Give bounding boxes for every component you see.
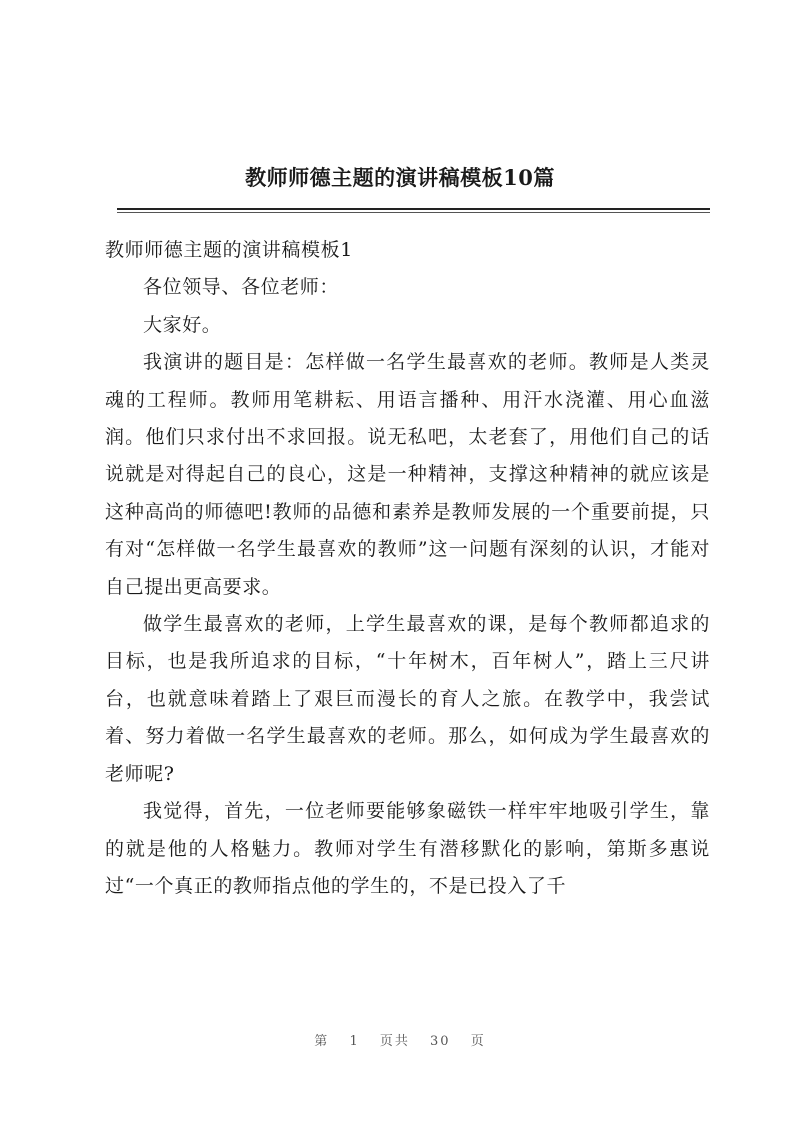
footer-total-pages: 30 [430,1034,451,1049]
page-footer [0,1030,800,1049]
section-heading: 教师师德主题的演讲稿模板1 [105,239,353,261]
paragraph-2: 做学生最喜欢的老师，上学生最喜欢的课，是每个教师都追求的目标，也是我所追求的目标，“十年树木，百年树人”，踏上三尺讲台，也就意味着踏上了艰巨而漫长的育人之旅。在教学中，我尝试着、努力着做一名学生最喜欢的老师。那么，如何成为学生最喜欢的老师呢? [105,613,710,785]
title-divider-thin [117,212,710,213]
paragraph-1: 我演讲的题目是：怎样做一名学生最喜欢的老师。教师是人类灵魂的工程师。教师用笔耕耘、用语言播种、用汗水浇灌、用心血滋润。他们只求付出不求回报。说无私吧，太老套了，用他们自己的话说就是对得起自己的良心，这是一种精神，支撑这种精神的就应该是这种高尚的师德吧!教师的品德和素养是教师发展的一个重要前提，只有对“怎样做一名学生最喜欢的教师”这一问题有深刻的认识，才能对自己提出更高要求。 [105,351,710,598]
salutation: 各位领导、各位老师： [143,276,340,299]
footer-prefix: 第 [314,1034,330,1049]
document-title: 教师师德主题的演讲稿模板10篇 [245,165,555,190]
paragraph-3: 我觉得，首先，一位老师要能够象磁铁一样牢牢地吸引学生，靠的就是他的人格魅力。教师对学生有潜移默化的影响，第斯多惠说过“一个真正的教师指点他的学生的，不是已投入了千 [105,800,710,897]
title-divider [117,208,710,210]
footer-middle: 页共 [379,1034,410,1049]
greeting: 大家好。 [143,313,222,336]
footer-suffix: 页 [470,1034,486,1049]
footer-current-page: 1 [349,1034,360,1049]
document-body [105,232,710,905]
